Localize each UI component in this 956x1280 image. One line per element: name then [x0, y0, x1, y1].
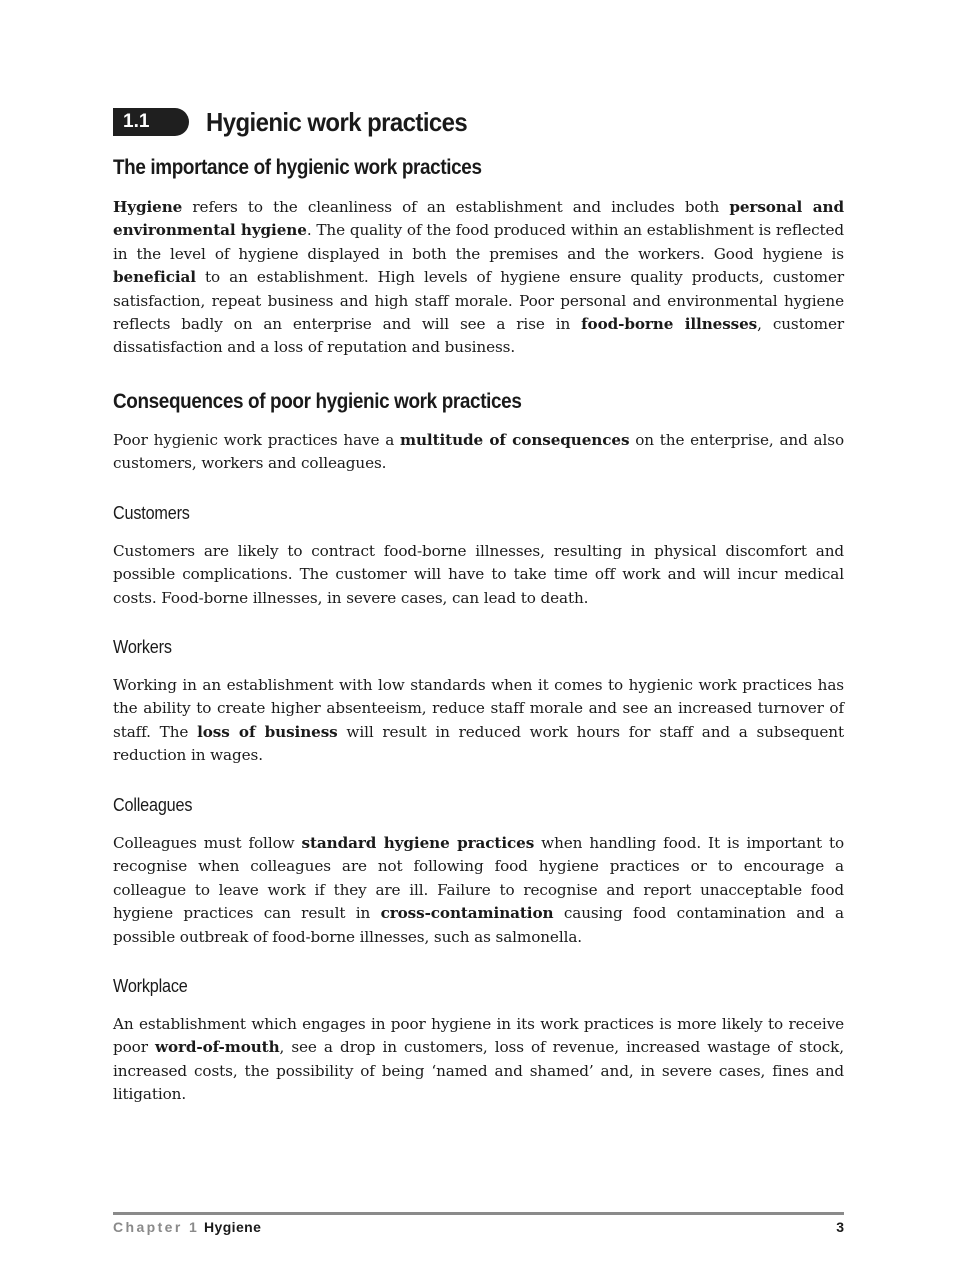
section-title: Hygienic work practices	[206, 106, 468, 137]
heading-customers: Customers	[113, 503, 190, 523]
bold-term: multitude of consequences	[400, 431, 630, 449]
paragraph-workers: Working in an establishment with low standards when it comes to hygienic work practices has the ability to create higher absenteeism, reduce staff morale and see an increased turnover of staff. The loss of business will result in reduced work hours for staff and a subsequent reduction in wages.	[113, 676, 844, 765]
paragraph-importance: Hygiene refers to the cleanliness of an establishment and includes both personal and environmental hygiene. The quality of the food produced within an establishment is reflected in the level of hygiene displayed in both the premises and the workers. Good hygiene is beneficial to an establishment. High levels of hygiene ensure quality products, customer satisfaction, repeat business and high staff morale. Poor personal and environmental hygiene reflects badly on an enterprise and will see a rise in food-borne illnesses, customer dissatisfaction and a loss of reputation and business.	[113, 198, 845, 357]
bold-term: loss of business	[197, 722, 338, 741]
bold-term: food-borne illnesses	[581, 315, 758, 334]
heading-consequences: Consequences of poor hygienic work practices	[113, 390, 522, 413]
bold-term: standard hygiene practices	[301, 834, 535, 852]
paragraph-consequences: Poor hygienic work practices have a multitude of consequences on the enterprise, and also customers, workers and colleagues.	[113, 431, 844, 473]
page-number: 3	[836, 1219, 844, 1235]
bold-term: beneficial	[113, 268, 196, 287]
paragraph-workplace: An establishment which engages in poor hygiene in its work practices is more likely to receive poor word-of-mouth, see a drop in customers, loss of revenue, increased wastage of stock, increased costs, the possibility of being ‘named and shamed’ and, in severe cases, fines and litigation.	[113, 1015, 844, 1104]
footer-chapter: Chapter 1	[113, 1219, 200, 1235]
page-footer	[113, 1219, 844, 1239]
heading-workplace: Workplace	[113, 976, 188, 996]
bold-term: word-of-mouth	[154, 1038, 280, 1057]
heading-workers: Workers	[113, 637, 172, 657]
bold-term: Hygiene	[113, 198, 183, 216]
heading-colleagues: Colleagues	[113, 795, 193, 815]
bold-term: cross-contamination	[380, 904, 554, 923]
heading-importance: The importance of hygienic work practices	[113, 156, 482, 179]
bold-term: personal and environmental hygiene	[113, 198, 844, 240]
paragraph-customers: Customers are likely to contract food-borne illnesses, resulting in physical discomfort and possible complications. The customer will have to take time off work and will incur medical costs. Food-borne illnesses, in severe cases, can lead to death.	[113, 542, 844, 607]
footer-topic: Hygiene	[204, 1219, 262, 1235]
footer-rule	[113, 1212, 844, 1215]
paragraph-colleagues: Colleagues must follow standard hygiene practices when handling food. It is important to recognise when colleagues are not following food hygiene practices or to encourage a colleague to leave work if they are ill. Failure to recognise and report unacceptable food hygiene practices can result in cross-contamination causing food contamination and a possible outbreak of food-borne illnesses, such as salmonella.	[113, 834, 844, 946]
section-header	[113, 106, 490, 138]
section-number-badge: 1.1	[113, 108, 189, 136]
